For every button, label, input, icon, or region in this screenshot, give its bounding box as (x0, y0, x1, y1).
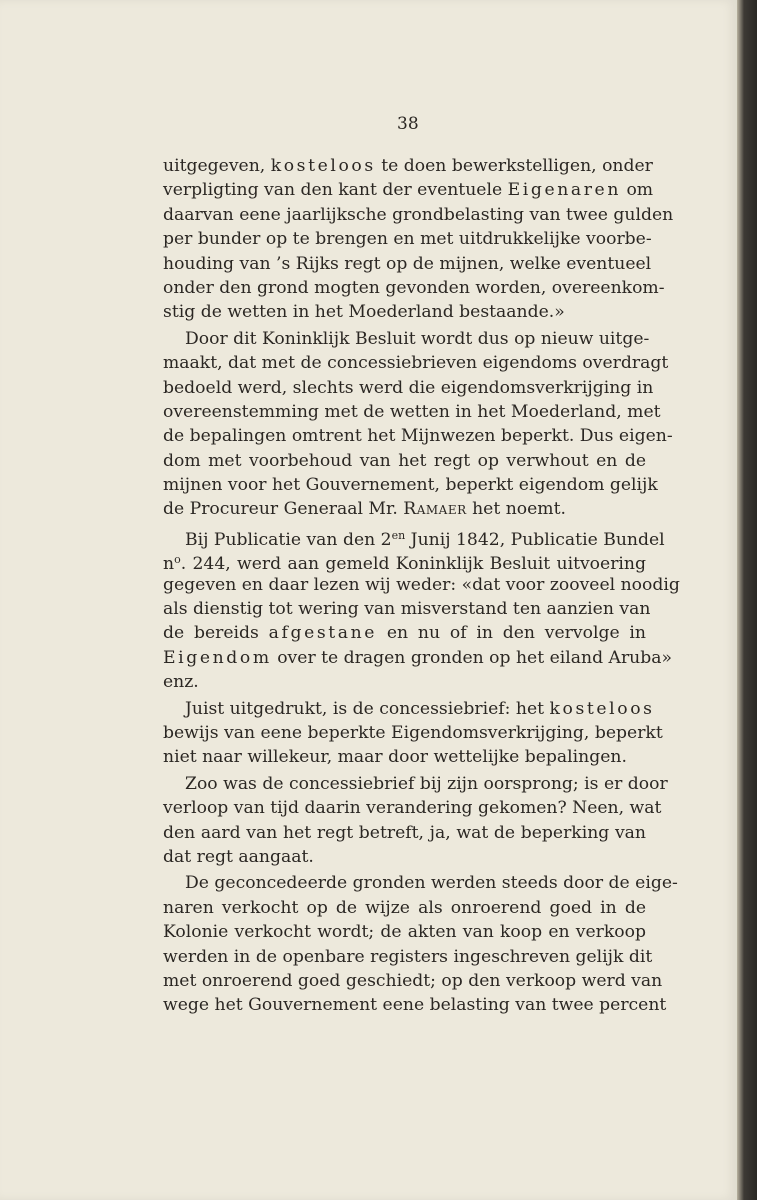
spaced-emphasis: Eigendom (163, 647, 272, 668)
text-run: Zoo was de concessiebrief bij zijn oorsprong; is er door (185, 773, 668, 794)
text-line (163, 621, 646, 645)
text-run: naren verkocht op de wijze als onroerend goed in de (163, 897, 646, 918)
small-caps-name: Ramaer (403, 499, 467, 520)
text-line (163, 449, 646, 473)
text-line (163, 376, 654, 400)
text-line (163, 548, 646, 575)
text-line (163, 993, 667, 1017)
text-run: verloop van tijd daarin verandering gekomen? Neen, wat (163, 798, 662, 819)
text-line (163, 646, 673, 670)
text-run: maakt, dat met de concessiebrieven eigendoms overdragt (163, 353, 669, 374)
text-line (163, 573, 680, 597)
text-run: mijnen voor het Gouvernement, beperkt eigendom gelijk (163, 475, 658, 496)
text-run: de bepalingen omtrent het Mijnwezen beperkt. Dus eigen- (163, 426, 673, 447)
text-run: enz. (163, 672, 199, 693)
text-line (163, 597, 651, 621)
text-line (163, 821, 646, 845)
text-line (163, 896, 646, 920)
text-run: Bij Publicatie van den 2 (185, 529, 392, 550)
text-run: gegeven en daar lezen wij weder: «dat voor zooveel noodig (163, 574, 680, 595)
text-line (163, 945, 653, 969)
page-number: 38 (397, 114, 419, 134)
text-run: werden in de openbare registers ingeschreven gelijk dit (163, 946, 653, 967)
page-edge-shadow (737, 0, 757, 1200)
text-line (163, 227, 652, 251)
text-line (163, 473, 658, 497)
text-run: over te dragen gronden op het eiland Aruba» (271, 647, 673, 668)
text-run: en nu of in den vervolge in (377, 623, 646, 644)
body-text (163, 154, 680, 1018)
spaced-emphasis: afgestane (268, 623, 378, 644)
text-run: niet naar willekeur, maar door wettelijke bepalingen. (163, 747, 627, 768)
text-run: bedoeld werd, slechts werd die eigendomsverkrijging in (163, 377, 654, 398)
text-run: bewijs van eene beperkte Eigendomsverkrijging, beperkt (163, 722, 663, 743)
text-run: Juist uitgedrukt, is de concessiebrief: het (185, 698, 550, 719)
text-run: als dienstig tot wering van misverstand ten aanzien van (163, 599, 651, 620)
text-run: Kolonie verkocht wordt; de akten van koop en verkoop (163, 922, 646, 943)
text-run: de bereids (163, 623, 269, 644)
text-run: daarvan eene jaarlijksche grondbelasting van twee gulden (163, 204, 674, 225)
text-line (163, 721, 663, 745)
text-run: te doen bewerkstelligen, onder (375, 156, 653, 176)
text-run: per bunder op te brengen en met uitdrukkelijke voorbe- (163, 229, 652, 250)
text-run: Door dit Koninklijk Besluit wordt dus op nieuw uitge- (185, 328, 650, 349)
text-line (163, 497, 646, 521)
spaced-emphasis: kosteloos (549, 698, 655, 719)
text-line (163, 203, 674, 227)
text-run: houding van ’s Rijks regt op de mijnen, welke eventueel (163, 253, 652, 274)
text-run: verpligting van den kant der eventuele (163, 180, 508, 201)
text-line (163, 400, 661, 424)
superscript: o (174, 553, 181, 567)
text-run: uitgegeven, (163, 156, 271, 176)
text-run: . 244, werd aan gemeld Koninklijk Besluit uitvoering (180, 554, 646, 575)
text-line (163, 524, 665, 550)
text-run: de Procureur Generaal Mr. (163, 499, 404, 520)
text-line (163, 252, 652, 276)
text-line (163, 351, 669, 375)
text-line (163, 276, 665, 300)
text-line (163, 154, 653, 178)
text-run: overeenstemming met de wetten in het Moederland, met (163, 401, 661, 422)
text-line (163, 178, 654, 202)
spaced-emphasis: kosteloos (270, 156, 376, 176)
superscript: en (391, 528, 406, 542)
text-line (163, 327, 650, 351)
text-line (163, 772, 668, 796)
text-line (163, 670, 646, 694)
text-run: om (621, 180, 654, 201)
spaced-emphasis: Eigenaren (507, 180, 621, 201)
text-run: Junij 1842, Publicatie Bundel (405, 529, 665, 550)
text-run: stig de wetten in het Moederland bestaande.» (163, 302, 565, 323)
text-run: dat regt aangaat. (163, 846, 314, 867)
text-line (163, 796, 662, 820)
text-line (163, 745, 646, 769)
text-line (163, 969, 663, 993)
text-run: De geconcedeerde gronden werden steeds door de eige- (185, 873, 678, 894)
text-run: onder den grond mogten gevonden worden, overeenkom- (163, 277, 665, 298)
text-line (163, 697, 655, 721)
text-line (163, 424, 673, 448)
text-run: het noemt. (466, 499, 566, 520)
text-run: met onroerend goed geschiedt; op den verkoop werd van (163, 970, 663, 991)
text-run: n (163, 554, 175, 575)
text-run: dom met voorbehoud van het regt op verwhout en de (163, 450, 646, 471)
text-run: wege het Gouvernement eene belasting van twee percent (163, 995, 667, 1016)
text-run: den aard van het regt betreft, ja, wat de beperking van (163, 822, 646, 843)
text-line (163, 845, 646, 869)
text-line (163, 871, 678, 895)
text-line (163, 300, 646, 324)
text-line (163, 920, 646, 944)
